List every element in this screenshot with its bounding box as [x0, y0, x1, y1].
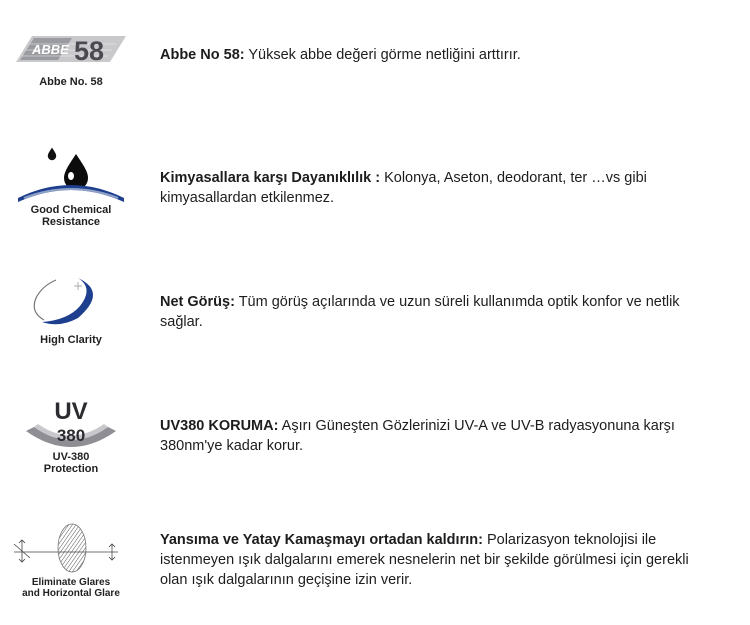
uv-title: UV380 KORUMA:	[160, 418, 279, 434]
clarity-arc-icon	[8, 272, 134, 346]
svg-text:380: 380	[56, 426, 86, 445]
abbe-caption: Abbe No. 58	[39, 76, 103, 88]
chemical-description	[160, 168, 720, 208]
uv-caption: UV-380 Protection	[43, 451, 99, 475]
abbe-58-icon	[8, 30, 134, 88]
polarized-lens-icon	[8, 522, 134, 599]
chemical-title: Kimyasallara karşı Dayanıklılık :	[160, 170, 381, 186]
abbe-title: Abbe No 58:	[160, 47, 245, 63]
abbe-text: Yüksek abbe değeri görme netliğini arttırır.	[248, 47, 521, 63]
uv-shield-icon	[8, 397, 134, 475]
clarity-text: Tüm görüş açılarında ve uzun süreli kullanımda optik konfor ve netlik sağlar.	[160, 294, 680, 330]
polarized-description	[160, 530, 705, 590]
chemical-drops-icon	[8, 142, 134, 228]
polarized-title: Yansıma ve Yatay Kamaşmayı ortadan kaldırın:	[160, 532, 483, 548]
svg-text:UV: UV	[54, 398, 88, 425]
clarity-description	[160, 292, 720, 332]
uv-description	[160, 416, 720, 456]
chemical-caption: Good Chemical Resistance	[30, 204, 112, 228]
polarized-caption: Eliminate Glares and Horizontal Glare	[22, 577, 120, 599]
polarized-text: Polarizasyon teknolojisi ile istenmeyen ışık dalgalarını emerek nesnelerin net bir şekilde görülmesi için gerekli olan ışık dalgalarının geçişine izin verir.	[160, 532, 693, 588]
chemical-text: Kolonya, Aseton, deodorant, ter …vs gibi kimyasallardan etkilenmez.	[160, 170, 647, 206]
clarity-title: Net Görüş:	[160, 294, 235, 310]
svg-text:ABBE: ABBE	[32, 42, 69, 57]
clarity-caption: High Clarity	[40, 334, 102, 346]
svg-text:58: 58	[74, 36, 105, 66]
uv-text: Aşırı Güneşten Gözlerinizi UV-A ve UV-B radyasyonuna karşı 380nm'ye kadar korur.	[160, 418, 675, 454]
abbe-description	[160, 45, 720, 65]
